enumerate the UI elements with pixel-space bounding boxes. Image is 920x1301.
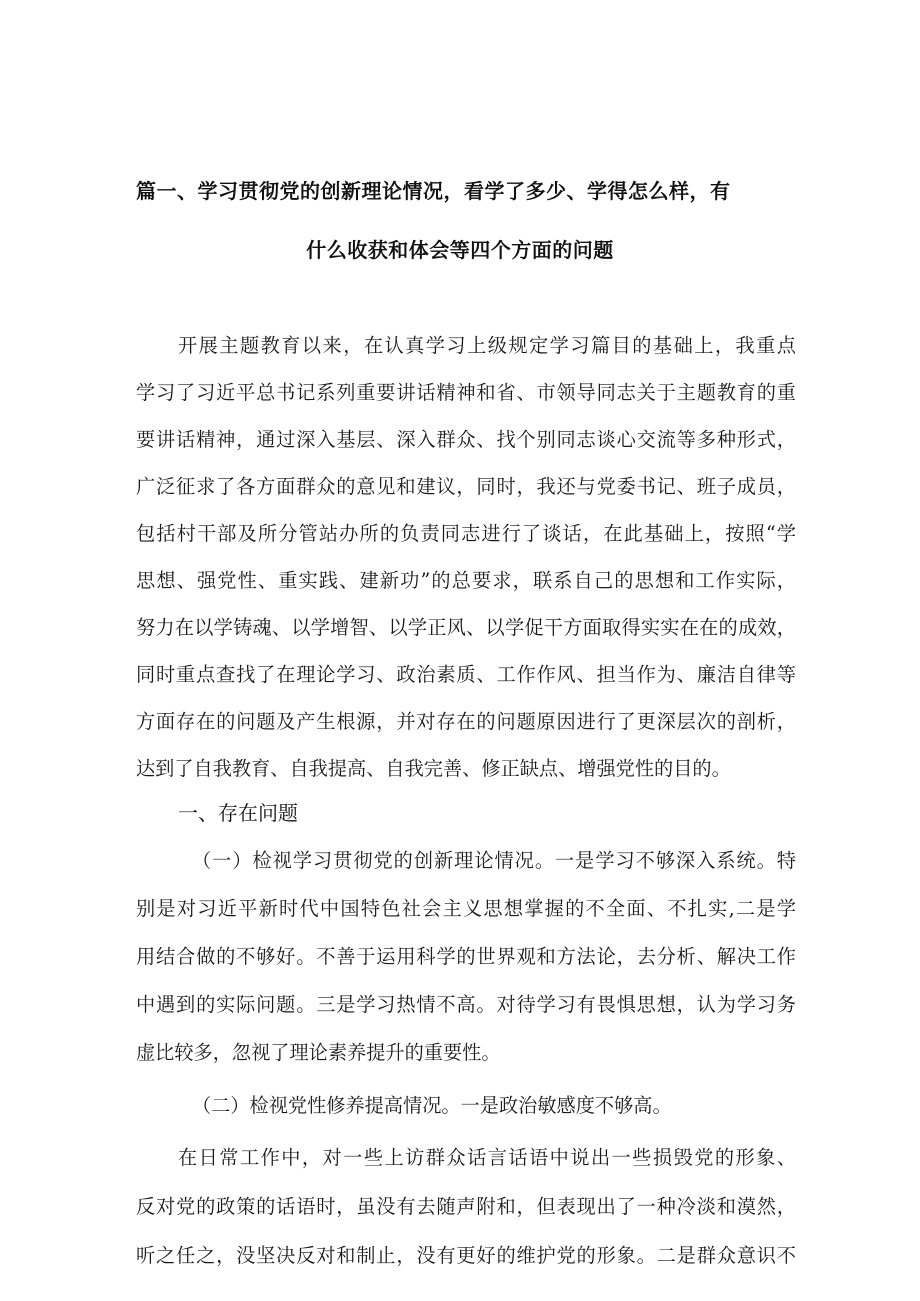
intro-line: 开展主题教育以来，在认真学习上级规定学习篇目的基础上，我重点 <box>178 334 796 357</box>
intro-line: 努力在以学铸魂、以学增智、以学正风、以学促干方面取得实实在在的成效， <box>136 616 796 639</box>
sub1-line: 中遇到的实际问题。三是学习热情不高。对待学习有畏惧思想，认为学习务 <box>136 993 796 1016</box>
sub2-line: 听之任之，没坚决反对和制止，没有更好的维护党的形象。二是群众意识不 <box>136 1244 796 1267</box>
intro-line: 学习了习近平总书记系列重要讲话精神和省、市领导同志关于主题教育的重 <box>136 381 796 404</box>
sub1-line: （一）检视学习贯彻党的创新理论情况。一是学习不够深入系统。特 <box>192 849 796 872</box>
intro-line: 广泛征求了各方面群众的意见和建议，同时，我还与党委书记、班子成员， <box>136 475 796 498</box>
intro-line: 达到了自我教育、自我提高、自我完善、修正缺点、增强党性的目的。 <box>136 757 731 780</box>
sub1-line: 别是对习近平新时代中国特色社会主义思想掌握的不全面、不扎实,二是学 <box>136 897 796 920</box>
sub1-line: 虚比较多，忽视了理论素养提升的重要性。 <box>136 1041 501 1064</box>
section-heading: 一、存在问题 <box>178 801 298 825</box>
intro-line: 同时重点查找了在理论学习、政治素质、工作作风、担当作为、廉洁自律等 <box>136 663 796 686</box>
sub2-line: 在日常工作中，对一些上访群众话言话语中说出一些损毁党的形象、 <box>178 1146 796 1169</box>
intro-line: 方面存在的问题及产生根源，并对存在的问题原因进行了更深层次的剖析， <box>136 710 796 733</box>
document-title-line-2: 什么收获和体会等四个方面的问题 <box>306 238 614 262</box>
sub2-line: 反对党的政策的话语时，虽没有去随声附和，但表现出了一种冷淡和漠然， <box>136 1195 796 1218</box>
document-title-line-1: 篇一、学习贯彻党的创新理论情况，看学了多少、学得怎么样，有 <box>136 179 731 203</box>
intro-line: 包括村干部及所分管站办所的负责同志进行了谈话，在此基础上，按照“学 <box>136 522 796 545</box>
sub1-line: 用结合做的不够好。不善于运用科学的世界观和方法论，去分析、解决工作 <box>136 945 796 968</box>
intro-line: 思想、强党性、重实践、建新功”的总要求，联系自己的思想和工作实际， <box>136 569 796 592</box>
sub2-heading: （二）检视党性修养提高情况。一是政治敏感度不够高。 <box>192 1094 672 1117</box>
intro-line: 要讲话精神，通过深入基层、深入群众、找个别同志谈心交流等多种形式， <box>136 428 796 451</box>
